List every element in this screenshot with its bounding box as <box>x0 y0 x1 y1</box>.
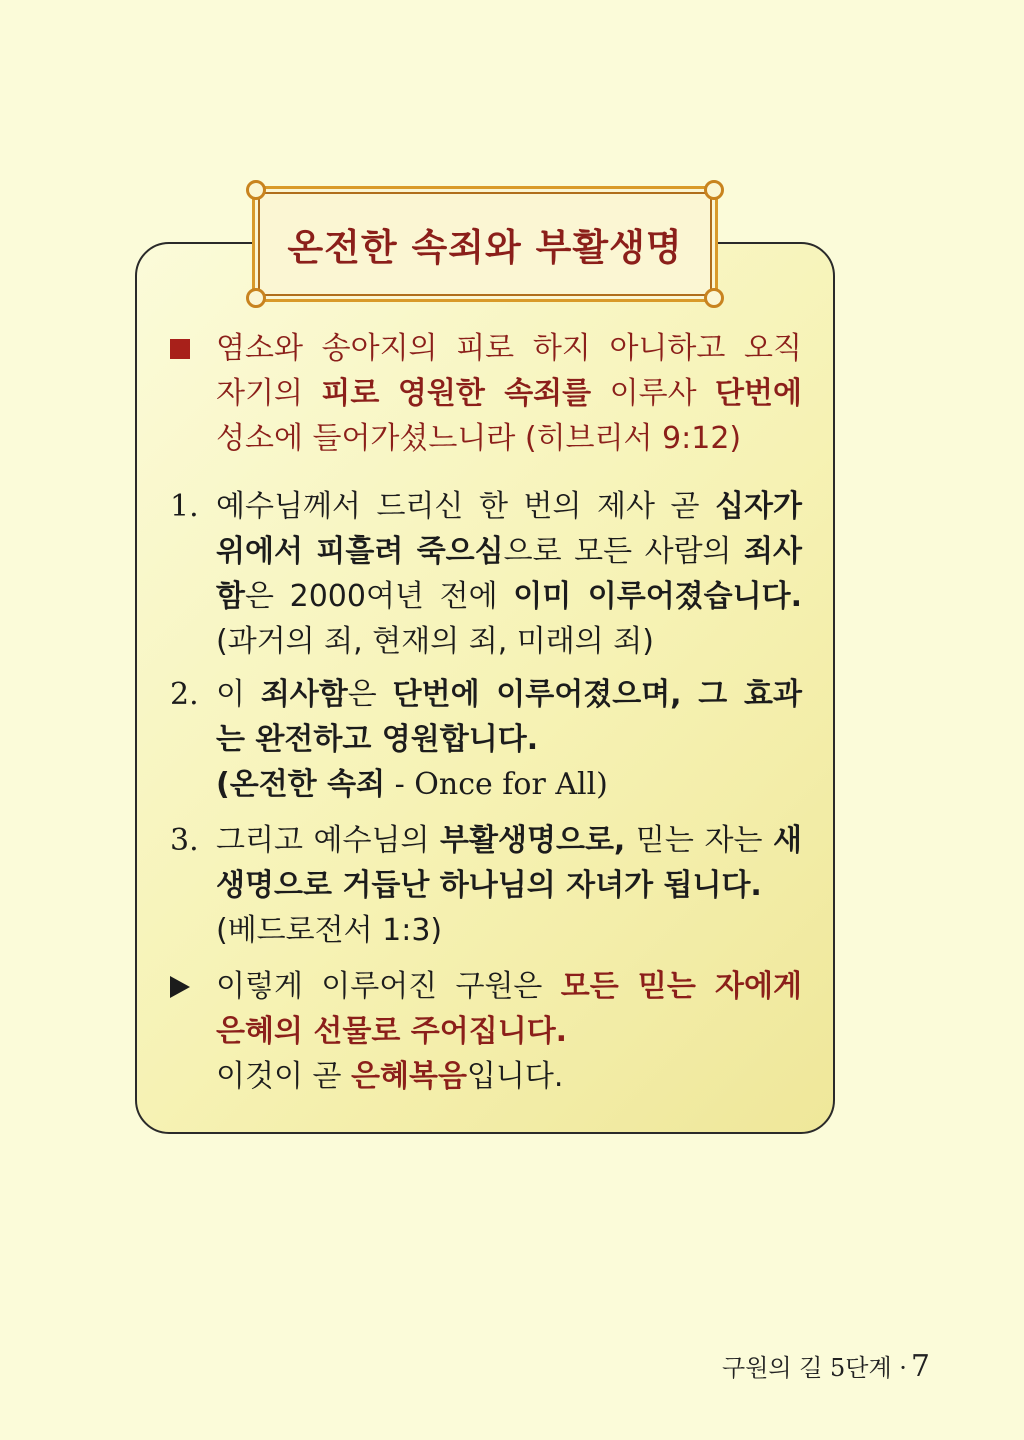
page-footer <box>722 1348 930 1384</box>
page-number: 7 <box>910 1349 930 1384</box>
triangle-bullet-icon <box>170 976 190 998</box>
footer-text: 구원의 길 5단계 · <box>722 1354 907 1382</box>
verse-line: 성소에 들어가셨느니라 (히브리서 9:12) <box>216 421 742 456</box>
item-line: 위에서 피흘려 죽으심으로 모든 사람의 죄사 <box>216 534 802 569</box>
item-line: 생명으로 거듭난 하나님의 자녀가 됩니다. <box>216 868 762 903</box>
page-title: 온전한 속죄와 부활생명 <box>287 226 683 269</box>
conclusion-block <box>170 964 802 1099</box>
conclusion-line: 이것이 곧 은혜복음입니다. <box>216 1059 564 1094</box>
item-line: 예수님께서 드리신 한 번의 제사 곧 십자가 <box>216 489 802 524</box>
list-item <box>170 672 802 807</box>
title-frame <box>252 186 718 302</box>
list-item <box>170 484 802 664</box>
conclusion-line: 은혜의 선물로 주어집니다. <box>216 1014 568 1049</box>
item-number: 2. <box>170 677 199 712</box>
list-item <box>170 818 802 953</box>
item-line: 함은 2000여년 전에 이미 이루어졌습니다. <box>216 579 803 614</box>
item-line: (과거의 죄, 현재의 죄, 미래의 죄) <box>216 624 654 659</box>
verse-line: 자기의 피로 영원한 속죄를 이루사 단번에 <box>216 376 802 411</box>
item-line: 그리고 예수님의 부활생명으로, 믿는 자는 새 <box>216 823 803 858</box>
item-line: 이 죄사함은 단번에 이루어졌으며, 그 효과 <box>216 677 802 712</box>
verse-block <box>170 326 802 461</box>
item-line: 는 완전하고 영원합니다. <box>216 722 539 757</box>
item-number: 3. <box>170 823 199 858</box>
item-number: 1. <box>170 489 199 524</box>
conclusion-line: 이렇게 이루어진 구원은 모든 믿는 자에게 <box>216 969 802 1004</box>
verse-line: 염소와 송아지의 피로 하지 아니하고 오직 <box>216 331 802 366</box>
item-line: (베드로전서 1:3) <box>216 913 443 948</box>
square-bullet-icon <box>170 339 190 359</box>
item-line: (온전한 속죄 - Once for All) <box>216 767 608 802</box>
